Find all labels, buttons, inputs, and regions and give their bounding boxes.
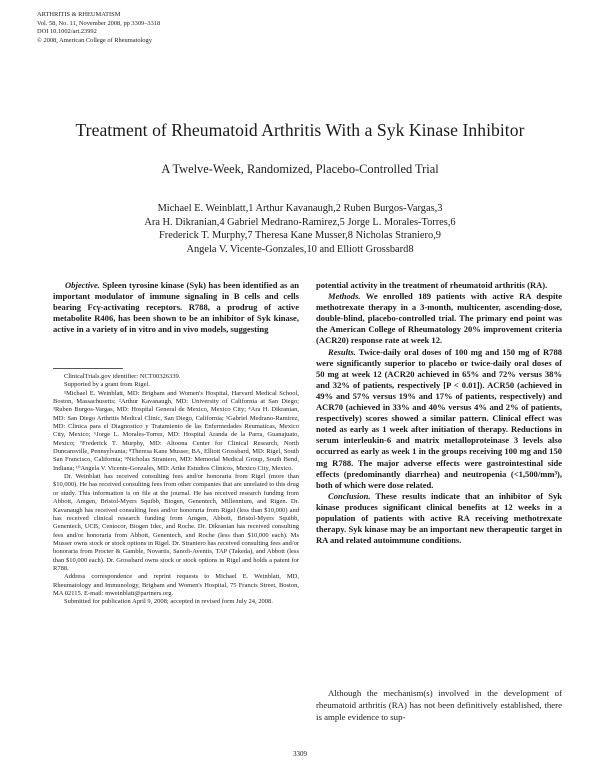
abstract-left bbox=[53, 280, 299, 335]
copyright: © 2008, American College of Rheumatology bbox=[37, 36, 152, 44]
volume-info: Vol. 58, No. 11, November 2008, pp 3309–3318 bbox=[37, 19, 161, 27]
author-line: Ara H. Dikranian,4 Gabriel Medrano-Ramirez,5 Jorge L. Morales-Torres,6 bbox=[144, 216, 456, 228]
abstract-conclusion bbox=[316, 491, 562, 546]
author-affiliations: ¹Michael E. Weinblatt, MD: Brigham and Women's Hospital, Harvard Medical School, Boston, Massachusetts; ²Arthur Kavanaugh, MD: University of California at San Diego; ³Ruben Burgos-Vargas, MD: Hospital General de Mexico, Mexico City; ⁴Ara H. Dikranian, MD: San Diego Arthritis Medical Clinic, San Diego, California; ⁵Gabriel Medrano-Ramirez, MD: Clinica para el Diagnostico y Tratamiento de las Enfermedades Reumaticas, Mexico City, Mexico; ⁶Jorge L. Morales-Torres, MD: Hospital Aranda de la Parra, Guanajuato, Mexico; ⁷Frederick T. Murphy, MD: Altoona Center for Clinical Research, North Duncansville, Pennsylvania; ⁸Theresa Kane Musser, BA, Elliott Grossbard, MD: Rigel, South San Francisco, California; ⁹Nicholas Straniero, MD: Memorial Medical Group, South Bend, Indiana; ¹⁰Angela V. Vicente-Gonzales, MD: Artke Estudios Clinicos, Mexico City, Mexico. bbox=[53, 389, 299, 472]
trial-identifier: ClinicalTrials.gov identifier: NCT00326339. bbox=[64, 373, 181, 380]
conclusion-label: Conclusion. bbox=[328, 490, 371, 501]
methods-label: Methods. bbox=[328, 291, 361, 302]
author-line: Frederick T. Murphy,7 Theresa Kane Musser,8 Nicholas Straniero,9 bbox=[159, 230, 441, 242]
disclosures: Dr. Weinblatt has received consulting fees and/or honoraria from Rigel (more than $10,000). He has received consulting fees from other companies that are unrelated to this drug or study. This information is on file at the journal. He has received research funding from Abbott, Amgen, Bristol-Myers Squibb, Biogen, Genentech, Millennium, and Rigen. Dr. Kavanaugh has received consulting fees and/or honoraria from Rigel (less than $10,000) and has received clinical research funding from Amgen, Abbott, Bristol-Myers Squibb, Genentech, UCB, Centocor, Biogen Idec, and Roche. Dr. Dikranian has received consulting fees and/or honoraria from Abbott, Genentech, and Roche (less than $10,000 each). Ms Musser owns stock or stock options in Rigel. Dr. Straniero has received consulting fees and/or honoraria from Procter & Gamble, Novartis, Sanofi-Aventis, TAP (Takeda), and Abbott (less than $10,000 each). Dr. Grossbard owns stock or stock options in Rigel and holds a patent for R788. bbox=[53, 473, 299, 572]
conclusion-text: These results indicate that an inhibitor of Syk kinase produces significant clinical benefits at 12 weeks in a population of patients with active RA receiving methotrexate therapy. Syk kinase may be an important new therapeutic target in RA and related autoimmune conditions. bbox=[316, 490, 562, 546]
results-label: Results. bbox=[328, 346, 356, 357]
abstract-methods bbox=[316, 291, 562, 346]
author-list bbox=[60, 202, 540, 256]
correspondence: Address correspondence and reprint requests to Michael E. Weinblatt, MD, Rheumatology and Immunology, Brigham and Women's Hospital, 75 Francis Street, Boston, MA 02115. E-mail: mweinblatt@partners.org. bbox=[53, 573, 299, 597]
introduction bbox=[316, 688, 562, 723]
methods-text: We enrolled 189 patients with active RA despite methotrexate therapy in a 3-month, multicenter, ascending-dose, double-blind, placebo-controlled trial. The primary end point was the American College of Rheumatology 20% improvement criteria (ACR20) response rate at week 12. bbox=[316, 291, 562, 346]
objective-continued: potential activity in the treatment of rheumatoid arthritis (RA). bbox=[316, 280, 548, 290]
author-line: Angela V. Vicente-Gonzales,10 and Elliott Grossbard8 bbox=[186, 243, 414, 255]
submission-dates: Submitted for publication April 9, 2008; accepted in revised form July 24, 2008. bbox=[64, 598, 273, 606]
abstract-objective bbox=[53, 280, 299, 335]
footnotes bbox=[53, 373, 299, 607]
page-number: 3309 bbox=[293, 750, 307, 758]
funding-note: Supported by a grant from Rigel. bbox=[64, 381, 150, 389]
author-line: Michael E. Weinblatt,1 Arthur Kavanaugh,2 Ruben Burgos-Vargas,3 bbox=[157, 203, 443, 214]
objective-label: Objective. bbox=[65, 280, 100, 290]
journal-name: ARTHRITIS & RHEUMATISM bbox=[37, 11, 121, 18]
results-text: Twice-daily oral doses of 100 mg and 150 mg of R788 were significantly superior to placebo or twice-daily oral doses of 50 mg at week 12 (ACR20 achieved in 65% and 72% versus 38% and 32% of patients, respectively [P < 0.01]). ACR50 (achieved in 49% and 57% versus 19% and 17% of patients, respectively) and ACR70 (achieved in 33% and 40% versus 4% and 2% of patients, respectively) scores showed a similar pattern. Clinical effect was noted as early as 1 week after initiation of therapy. Reductions in serum interleukin-6 and matrix metalloproteinase 3 levels also occurred as early as week 1 in the groups receiving 100 mg and 150 mg R788. The major adverse effects were gastrointestinal side effects (predominantly diarrhea) and neutropenia (<1,500/mm³), both of which were dose related. bbox=[316, 346, 562, 490]
article-title: Treatment of Rheumatoid Arthritis With a Syk Kinase Inhibitor bbox=[75, 120, 525, 140]
abstract-right bbox=[316, 280, 562, 546]
footnote-separator bbox=[53, 368, 123, 369]
objective-text: Spleen tyrosine kinase (Syk) has been identified as an important modulator of immune signaling in B cells and cells bearing Fcγ-activating receptors. R788, a prodrug of active metabolite R406, has been shown to be an inhibitor of Syk kinase, active in a variety of in vitro and in vivo models, suggesting bbox=[53, 280, 299, 335]
abstract-results bbox=[316, 347, 562, 491]
article-subtitle: A Twelve-Week, Randomized, Placebo-Controlled Trial bbox=[161, 162, 439, 176]
journal-masthead bbox=[37, 11, 337, 45]
intro-paragraph: Although the mechanism(s) involved in the development of rheumatoid arthritis (RA) has not been definitively established, there is ample evidence to sup- bbox=[316, 688, 562, 722]
doi: DOI 10.1002/art.23992 bbox=[37, 28, 97, 36]
